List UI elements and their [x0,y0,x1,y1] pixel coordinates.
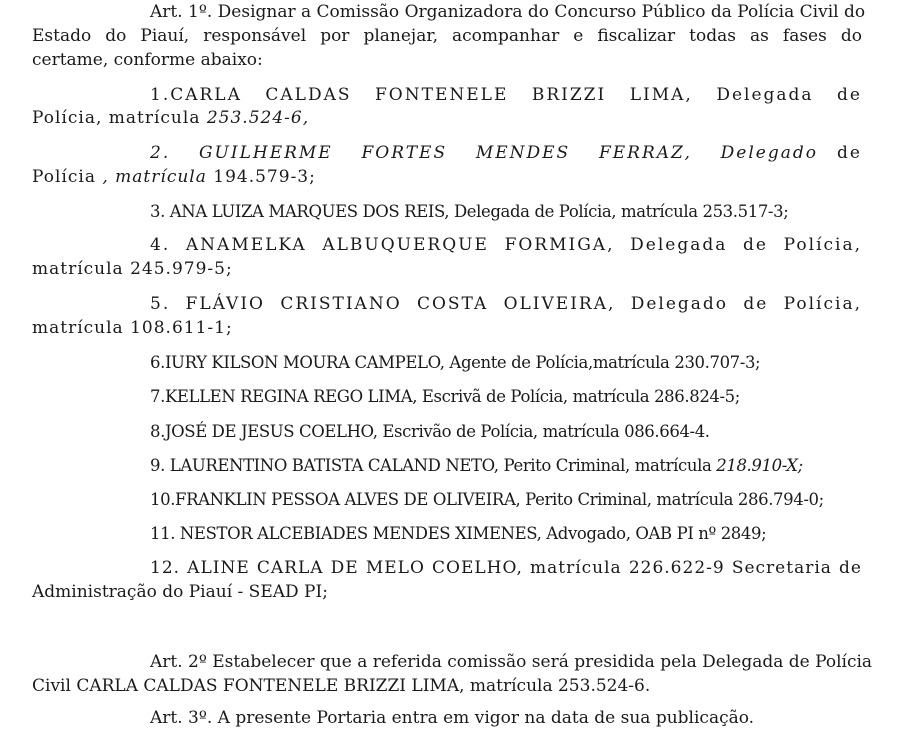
member-10-line1: 10.FRANKLIN PESSOA ALVES DE OLIVEIRA, Perito Criminal, matrícula 286.794-0; [150,490,824,509]
member-2-line2: Polícia , matrícula 194.579-3; [32,167,316,187]
member-1-line2: Polícia, matrícula 253.524-6, [32,108,310,128]
member-8-line1: 8.JOSÉ DE JESUS COELHO, Escrivão de Polícia, matrícula 086.664-4. [150,422,710,441]
member-6-line1: 6.IURY KILSON MOURA CAMPELO, Agente de Polícia,matrícula 230.707-3; [150,353,761,372]
art2-line1: Art. 2º Estabelecer que a referida comissão será presidida pela Delegada de Polícia [150,652,873,672]
member-12-line1: 12. ALINE CARLA DE MELO COELHO, matrícula 226.622-9 Secretaria de [150,558,862,578]
member-4-line1: 4. ANAMELKA ALBUQUERQUE FORMIGA, Delegada de Polícia, [150,235,862,255]
member-4-line2: matrícula 245.979-5; [32,259,233,279]
member-5-line1: 5. FLÁVIO CRISTIANO COSTA OLIVEIRA, Delegado de Polícia, [150,294,862,314]
member-2-line1: 2. GUILHERME FORTES MENDES FERRAZ, Delegado de [150,143,862,163]
member-11-line1: 11. NESTOR ALCEBIADES MENDES XIMENES, Advogado, OAB PI nº 2849; [150,524,767,543]
art1-line3: certame, conforme abaixo: [32,50,263,70]
art3-line1: Art. 3º. A presente Portaria entra em vigor na data de sua publicação. [150,708,755,728]
art1-line2: Estado do Piauí, responsável por planejar, acompanhar e fiscalizar todas as fases do [32,26,862,46]
art2-line2: Civil CARLA CALDAS FONTENELE BRIZZI LIMA, matrícula 253.524-6. [32,676,651,696]
member-3-line1: 3. ANA LUIZA MARQUES DOS REIS, Delegada de Polícia, matrícula 253.517-3; [150,202,789,221]
member-12-line2: Administração do Piauí - SEAD PI; [32,582,328,602]
member-9-line1: 9. LAURENTINO BATISTA CALAND NETO, Perito Criminal, matrícula 218.910-X; [150,456,803,475]
member-1-line1: 1.CARLA CALDAS FONTENELE BRIZZI LIMA, Delegada de [150,85,862,105]
member-7-line1: 7.KELLEN REGINA REGO LIMA, Escrivã de Polícia, matrícula 286.824-5; [150,387,740,406]
art1-line1: Art. 1º. Designar a Comissão Organizadora do Concurso Público da Polícia Civil do [150,2,866,22]
member-5-line2: matrícula 108.611-1; [32,318,233,338]
